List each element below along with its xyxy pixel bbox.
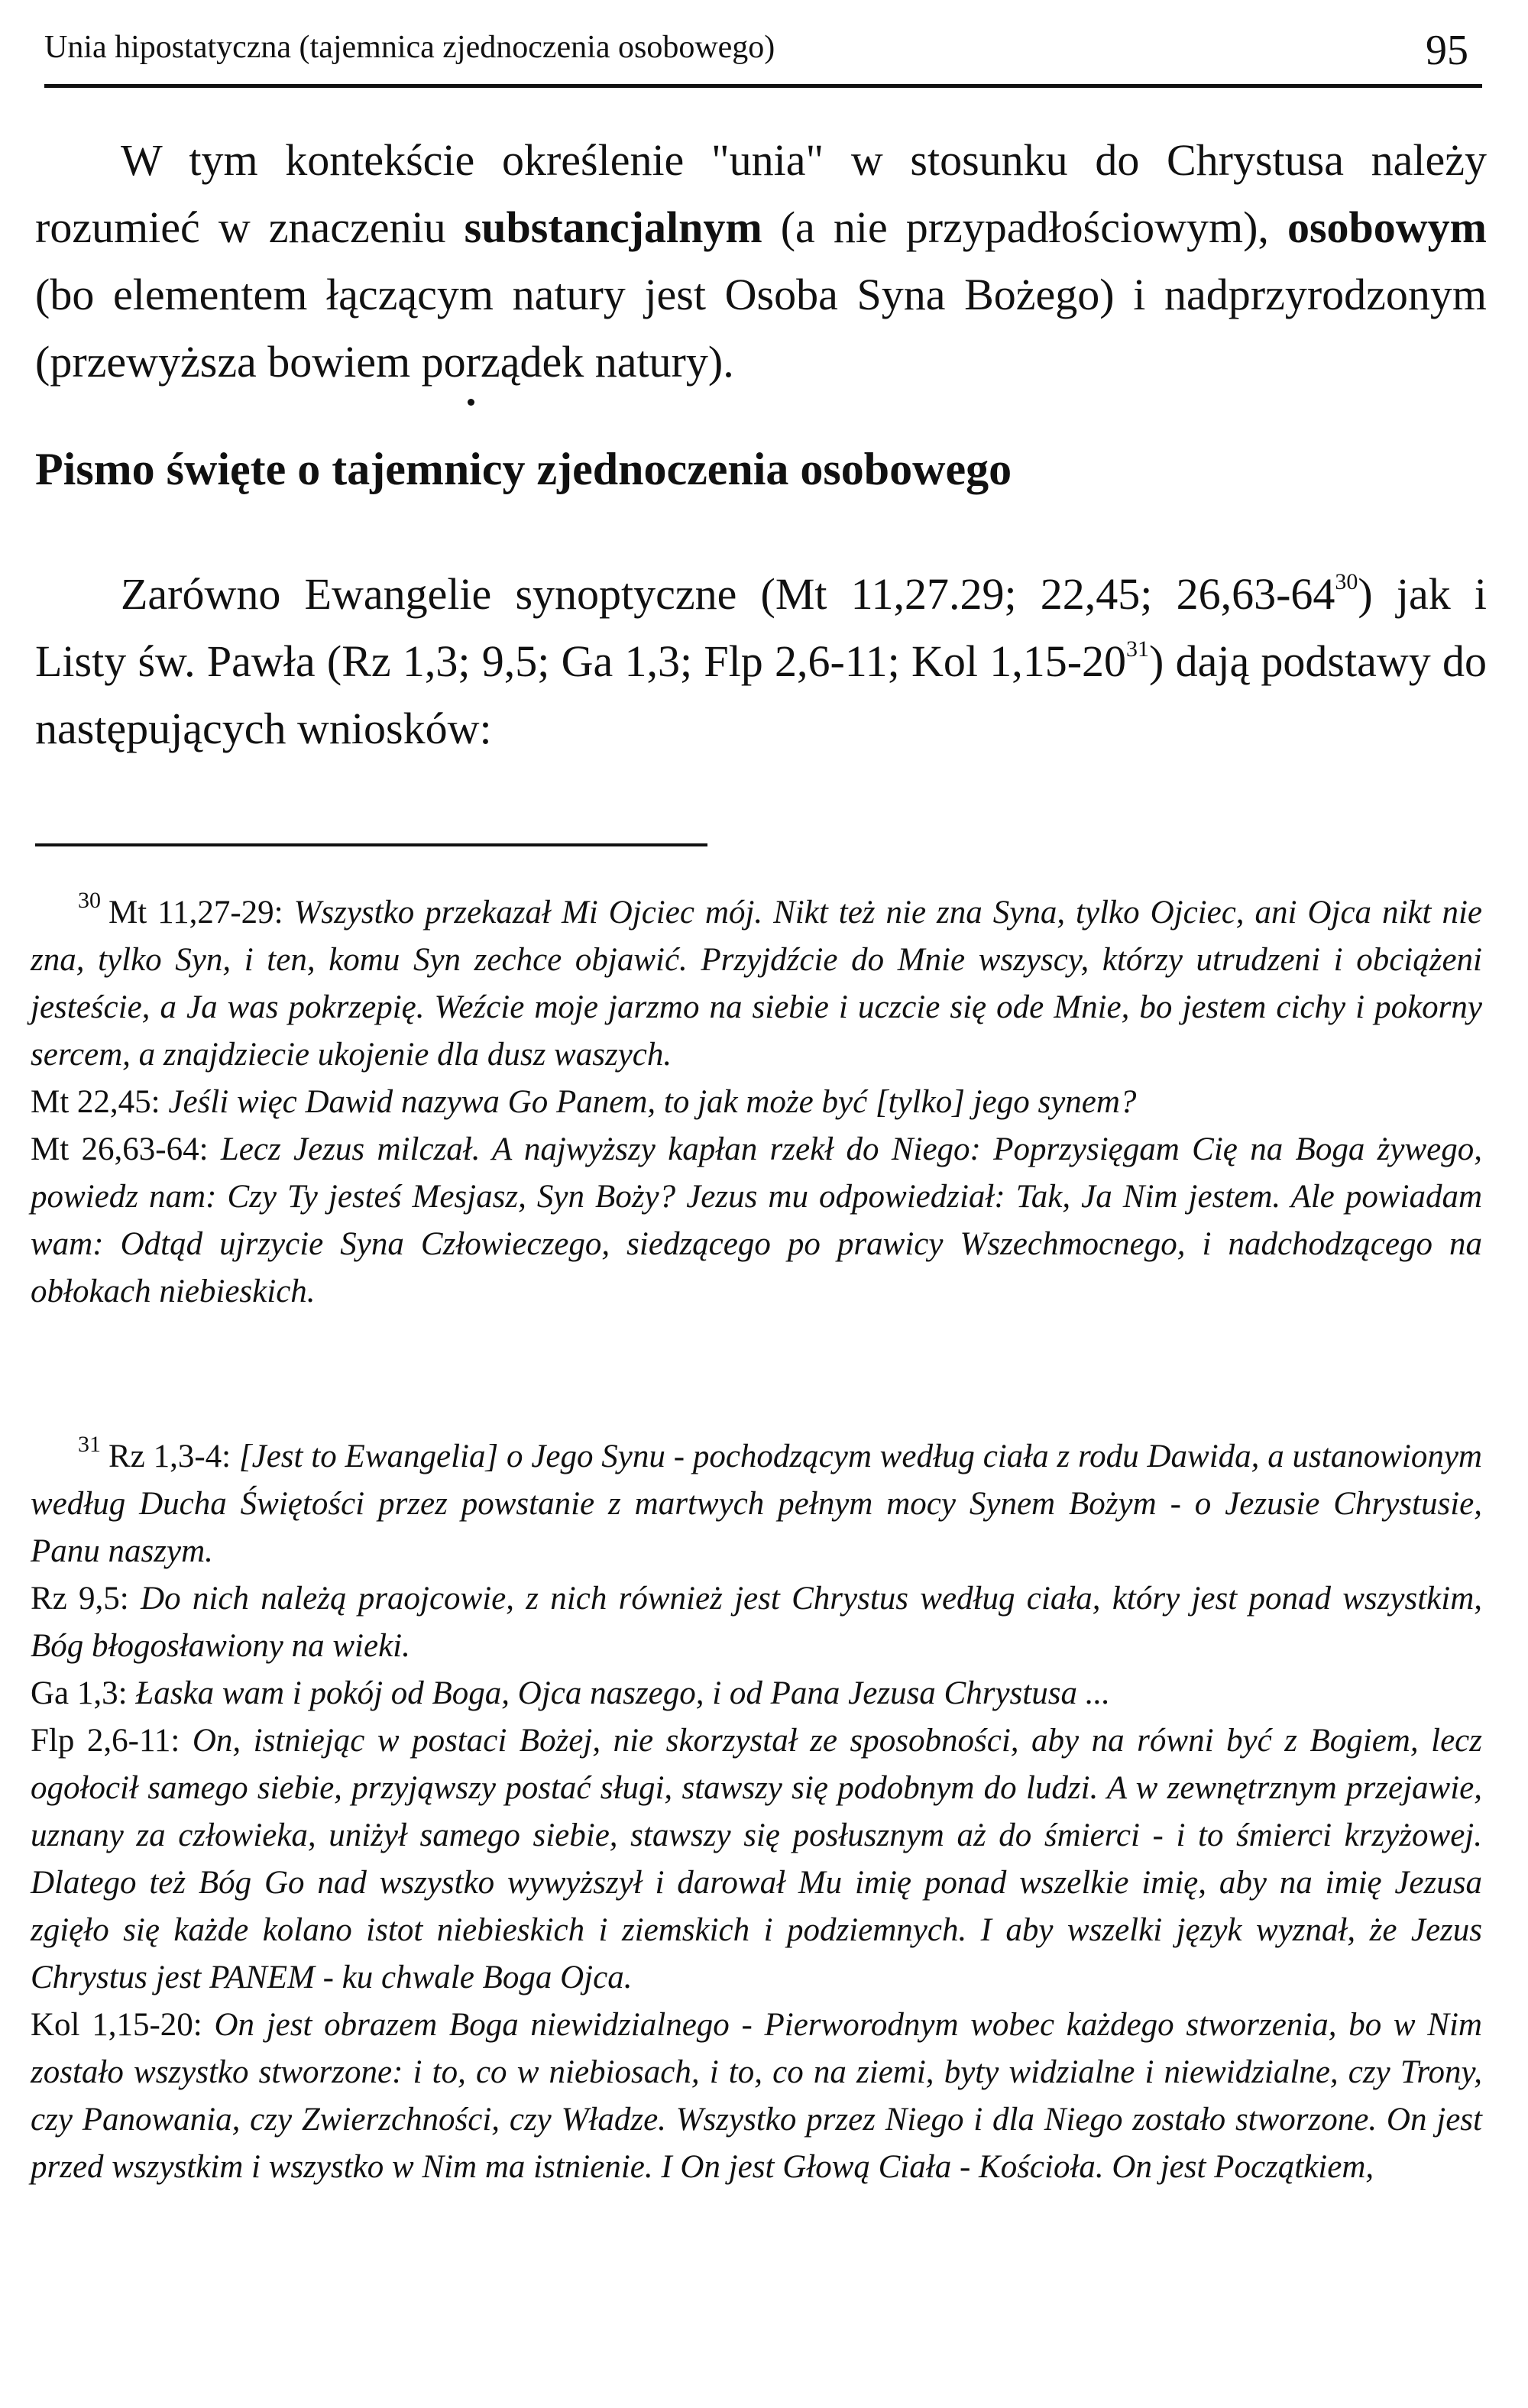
bold-term-substancjalnym: substancjalnym — [464, 202, 762, 252]
page-number: 95 — [1426, 27, 1468, 74]
verse-ref: Rz 1,3-4: — [108, 1439, 239, 1474]
footnote-ref-31[interactable]: 31 — [1126, 636, 1150, 662]
verse-ref: Mt 26,63-64: — [31, 1131, 221, 1167]
verse-ref: Rz 9,5: — [31, 1581, 141, 1617]
verse-quote: [Jest to Ewangelia] o Jego Synu - pochodzącym według ciała z rodu Dawida, a ustanowionym według Ducha Świętości przez powstanie z martwych pełnym mocy Synem Bożym - o Jezusie Chrystusie, Panu naszym. — [31, 1439, 1482, 1569]
footnote-entry — [31, 889, 1482, 1079]
footnote-entry — [31, 1433, 1482, 1575]
footnote-entry — [31, 1670, 1482, 1717]
text-run: W tym kontekście określenie "unia" w stosunku do Chrystusa należy rozumieć w znaczeniu — [35, 135, 1487, 252]
section-heading: Pismo święte o tajemnicy zjednoczenia osobowego — [35, 444, 1012, 494]
footnote-entry — [31, 1126, 1482, 1316]
header-rule — [44, 84, 1482, 88]
paragraph-text — [35, 127, 1487, 396]
verse-ref: Ga 1,3: — [31, 1675, 136, 1711]
footnote-separator — [35, 843, 707, 846]
footnote-entry — [31, 1575, 1482, 1670]
paragraph-scripture — [35, 561, 1487, 762]
footnote-30 — [31, 889, 1482, 1316]
stray-dot — [468, 399, 474, 406]
text-run: ) dają podstawy do następujących wniosków: — [35, 636, 1487, 753]
running-header-title: Unia hipostatyczna (tajemnica zjednoczenia osobowego) — [44, 30, 775, 65]
footnote-entry — [31, 1079, 1482, 1126]
verse-quote: Łaska wam i pokój od Boga, Ojca naszego, i od Pana Jezusa Chrystusa ... — [135, 1675, 1110, 1711]
verse-ref: Flp 2,6-11: — [31, 1723, 193, 1759]
verse-quote: Do nich należą praojcowie, z nich również jest Chrystus według ciała, który jest ponad wszystkim, Bóg błogosławiony na wieki. — [31, 1581, 1482, 1664]
text-run: (bo elementem łączącym natury jest Osoba Syna Bożego) i nadprzyrodzonym (przewyższa bowiem porządek natury). — [35, 270, 1487, 387]
bold-term-osobowym: osobowym — [1287, 202, 1487, 252]
running-header — [44, 21, 1482, 83]
footnote-number: 30 — [78, 888, 101, 913]
verse-quote: On, istniejąc w postaci Bożej, nie skorzystał ze sposobności, aby na równi być z Bogiem, lecz ogołocił samego siebie, przyjąwszy postać sługi, stawszy się podobnym do ludzi. A w zewnętrznym przejawie, uznany za człowieka, uniżył samego siebie, stawszy się posłusznym aż do śmierci - i to śmierci krzyżowej. Dlatego też Bóg Go nad wszystko wywyższył i darował Mu imię ponad wszelkie imię, aby na imię Jezusa zgięło się każde kolano istot niebieskich i ziemskich i podziemnych. I aby wszelki język wyznał, że Jezus Chrystus jest PANEM - ku chwale Boga Ojca. — [31, 1723, 1482, 1995]
text-run: (a nie przypadłościowym), — [762, 202, 1287, 252]
text-run: ) jak i Listy św. Pawła (Rz 1,3; 9,5; Ga 1,3; Flp 2,6-11; Kol 1,15-20 — [35, 569, 1487, 686]
verse-quote: On jest obrazem Boga niewidzialnego - Pierworodnym wobec każdego stworzenia, bo w Nim zostało wszystko stworzone: i to, co w niebiosach, i to, co na ziemi, byty widzialne i niewidzialne, czy Trony, czy Panowania, czy Zwierzchności, czy Władze. Wszystko przez Niego i dla Niego zostało stworzone. On jest przed wszystkim i wszystko w Nim ma istnienie. I On jest Głową Ciała - Kościoła. On jest Początkiem, — [31, 2007, 1482, 2185]
footnote-ref-30[interactable]: 30 — [1335, 569, 1358, 594]
footnote-entry — [31, 2002, 1482, 2191]
verse-quote: Wszystko przekazał Mi Ojciec mój. Nikt też nie zna Syna, tylko Ojciec, ani Ojca nikt nie zna, tylko Syn, i ten, komu Syn zechce objawić. Przyjdźcie do Mnie wszyscy, którzy utrudzeni i obciążeni jesteście, a Ja was pokrzepię. Weźcie moje jarzmo na siebie i uczcie się ode Mnie, bo jestem cichy i pokorny sercem, a znajdziecie ukojenie dla dusz waszych. — [31, 895, 1482, 1073]
paragraph-unia — [35, 127, 1487, 396]
footnote-number: 31 — [78, 1432, 101, 1457]
text-run: Zarówno Ewangelie synoptyczne (Mt 11,27.29; 22,45; 26,63-64 — [121, 569, 1335, 619]
footnote-31 — [31, 1433, 1482, 2191]
verse-ref: Kol 1,15-20: — [31, 2007, 215, 2043]
verse-ref: Mt 11,27-29: — [108, 895, 294, 931]
verse-ref: Mt 22,45: — [31, 1084, 169, 1120]
verse-quote: Lecz Jezus milczał. A najwyższy kapłan rzekł do Niego: Poprzysięgam Cię na Boga żywego, powiedz nam: Czy Ty jesteś Mesjasz, Syn Boży? Jezus mu odpowiedział: Tak, Ja Nim jestem. Ale powiadam wam: Odtąd ujrzycie Syna Człowieczego, siedzącego po prawicy Wszechmocnego, i nadchodzącego na obłokach niebieskich. — [31, 1131, 1482, 1309]
paragraph-text — [35, 561, 1487, 762]
verse-quote: Jeśli więc Dawid nazywa Go Panem, to jak może być [tylko] jego synem? — [168, 1084, 1137, 1120]
footnote-entry — [31, 1717, 1482, 2002]
